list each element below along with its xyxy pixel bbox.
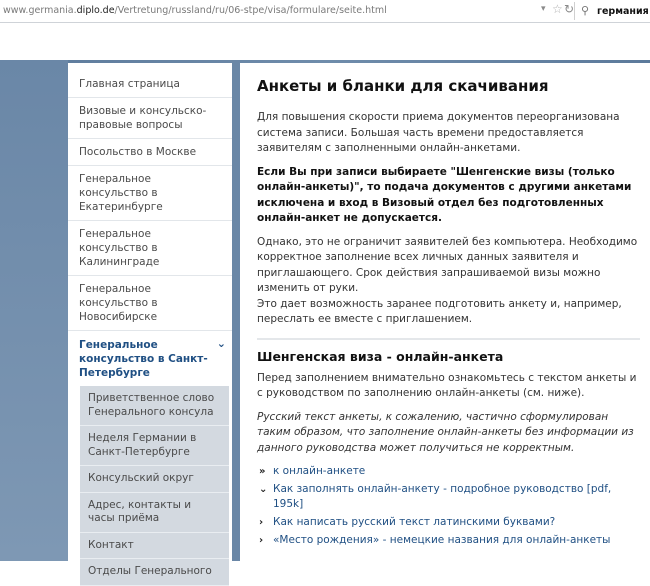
warning-paragraph: Если Вы при записи выбираете "Шенгенские визы (только онлайн-анкеты)", то подача документов с другими анкетами исключена и вход в Визовый отдел без подготовленных онлайн-анкет не допускается. [257,165,632,224]
search-box[interactable] [576,1,650,21]
link-birthplace-names[interactable] [257,533,640,548]
nav-item-consulate-yekaterinburg[interactable]: Генеральное консульство в Екатеринбурге [68,166,232,221]
nav-item-visa-consular[interactable]: Визовые и консульско-правовые вопросы [68,98,232,139]
info-paragraph: Однако, это не ограничит заявителей без компьютера. Необходимо корректное заполнение всех личных данных заявителя и приглашающего. Срок действия запрашиваемой визы можно изменить от руки. [257,235,638,294]
sub-navigation [80,386,229,586]
history-dropdown-icon[interactable]: ▾ [541,4,546,14]
link-online-form[interactable] [257,464,640,479]
url-domain: diplo.de [76,5,115,16]
subnav-item-germany-week[interactable]: Неделя Германии в Санкт-Петербурге [80,426,229,466]
nav-item-embassy-moscow[interactable]: Посольство в Москве [68,139,232,166]
intro-paragraph: Для повышения скорости приема документов переорганизована система записи. Большая часть времени предоставляется заявителям с заполненными онлайн-анкетами. [257,111,620,154]
subnav-item-address-hours[interactable]: Адрес, контакты и часы приёма [80,493,229,533]
chevron-down-icon[interactable]: ⌄ [216,337,226,350]
address-bar[interactable] [0,0,650,23]
section-note: Русский текст анкеты, к сожалению, частично сформулирован таким образом, что заполнение онлайн-анкеты без информации из данного руководства может получиться не корректным. [257,410,634,454]
link-label[interactable]: «Место рождения» - немецкие названия для онлайн-анкеты [273,534,611,546]
link-label[interactable]: Как написать русский текст латинскими буквами? [273,516,556,528]
subnav-item-contact[interactable]: Контакт [80,533,229,560]
chevron-right-icon: › [259,535,264,546]
page-title: Анкеты и бланки для скачивания [257,77,549,95]
url-prefix: www.germania. [3,5,77,16]
double-chevron-icon: » [259,466,266,477]
link-label[interactable]: Как заполнять онлайн-анкету - подробное руководство [pdf, 195k] [273,483,612,510]
link-label[interactable]: к онлайн-анкете [273,465,366,477]
link-transliteration[interactable] [257,515,640,530]
section-paragraph: Перед заполнением внимательно ознакомьтесь с текстом анкеты и с руководством по заполнению онлайн-анкеты (см. ниже). [257,371,637,399]
nav-item-consulate-st-petersburg[interactable] [68,331,232,386]
info-paragraph-2: Это дает возможность заранее подготовить анкету и, например, переслать ее вместе с приглашением. [257,297,622,325]
subnav-item-welcome[interactable]: Приветственное слово Генерального консула [80,386,229,426]
link-guide-pdf[interactable] [257,482,640,512]
chevron-right-icon: › [259,517,264,528]
search-input[interactable]: германия [597,6,649,17]
url-field[interactable] [3,5,387,16]
nav-item-home[interactable]: Главная страница [68,63,232,98]
nav-active-label: Генеральное консульство в Санкт-Петербурге [79,339,208,379]
download-links [257,464,640,548]
nav-item-consulate-kaliningrad[interactable]: Генеральное консульство в Калининграде [68,221,232,276]
subnav-item-consular-district[interactable]: Консульский округ [80,466,229,493]
main-content [240,63,650,561]
search-icon: ⚲ [581,4,590,17]
nav-item-consulate-novosibirsk[interactable]: Генеральное консульство в Новосибирске [68,276,232,331]
bookmark-star-icon[interactable]: ☆ [552,2,563,16]
page-left-margin [0,60,68,561]
download-arrow-icon: ⌄ [259,484,268,495]
search-separator [574,2,575,20]
reload-icon[interactable]: ↻ [564,2,575,16]
subnav-item-departments[interactable]: Отделы Генерального [80,559,229,586]
left-navigation [68,63,232,577]
section-divider [257,338,640,340]
section-title: Шенгенская виза - онлайн-анкета [257,348,504,364]
url-path: /Vertretung/russland/ru/06-stpe/visa/formulare/seite.html [114,5,387,16]
